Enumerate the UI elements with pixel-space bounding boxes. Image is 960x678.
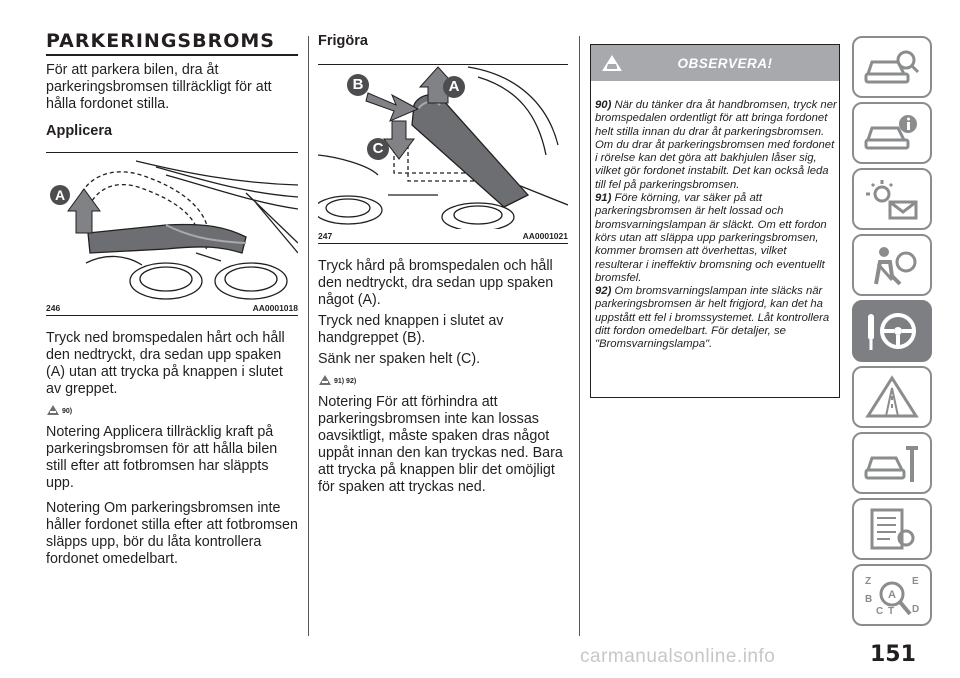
warning-item-text: När du tänker dra åt handbromsen, tryck ner bromspedalen ordentligt för att bringa fordonet helt stilla innan du drar åt parkeringsbromsen. Om du drar åt parkeringsbromsen med fordonet i rörelse kan det göra att bakhjulen låser sig, vilket gör fordonet instabilt. Det kan också leda till fel på parkeringsbromsen.: [595, 99, 837, 191]
car-info-icon: [862, 110, 922, 156]
index-letter: C: [876, 606, 884, 617]
alphabetical-index-icon: [862, 572, 922, 618]
release-step-text: Sänk ner spaken helt (C).: [318, 351, 481, 367]
warning-box: [590, 44, 840, 398]
tab-specifications[interactable]: [852, 498, 932, 560]
warning-item-text: Om bromsvarningslampan inte släcks när parkeringsbromsen är helt frigjord, kan det ha uppstått ett fel i bromssystemet. Låt kontrollera ditt fordon omedelbart. För detaljer, se "Bromsvarningslampa".: [595, 285, 830, 351]
parking-brake-illustration: [46, 153, 298, 301]
car-search-icon: [862, 44, 922, 90]
warning-ref-number: 90): [62, 408, 73, 415]
release-step-text: Tryck ned knappen i slutet av handgreppet (B).: [318, 313, 504, 346]
warning-lights-icon: [862, 176, 922, 222]
figure-caption: [46, 301, 298, 313]
warning-item: [595, 192, 837, 285]
callout-a: A: [54, 187, 66, 203]
warning-box-title: OBSERVERA!: [677, 55, 773, 71]
index-letter: A: [888, 589, 896, 601]
tab-car-info[interactable]: [852, 102, 932, 164]
section-title: PARKERINGSBROMS: [46, 30, 275, 52]
figure-246-parking-brake-apply: [46, 153, 298, 301]
index-letter: T: [888, 606, 895, 617]
warning-reference: [46, 404, 298, 416]
warning-car-icon: [46, 404, 60, 416]
figure-rule: [46, 315, 298, 316]
warning-ref-number: 91) 92): [334, 378, 357, 385]
car-service-icon: [862, 440, 922, 486]
figure-number: 247: [318, 231, 333, 241]
warning-item: [595, 99, 837, 192]
column-2: [318, 0, 568, 496]
tab-emergency[interactable]: [852, 366, 932, 428]
road-warning-icon: [862, 374, 922, 420]
intro-text: För att parkera bilen, dra åt parkeringsbromsen tillräckligt för att hålla fordonet stilla.: [46, 62, 272, 112]
note-text: Notering Om parkeringsbromsen inte håller fordonet stilla efter att fotbromsen släpps upp, bör du låta kontrollera fordonet omedelbart.: [46, 500, 298, 567]
key-steering-wheel-icon: [862, 308, 922, 354]
column-1: [46, 0, 298, 568]
apply-step-text: Tryck ned bromspedalen hårt och håll den nedtryckt, dra sedan upp spaken (A) utan att trycka på knappen i slutet av greppet.: [46, 330, 285, 397]
title-rule: [46, 54, 298, 56]
column-divider: [579, 36, 580, 636]
column-divider: [308, 36, 309, 636]
warning-car-icon: [318, 374, 332, 386]
warning-box-body: [591, 81, 839, 352]
figure-247-parking-brake-release: [318, 65, 568, 229]
warning-item-number: 91): [595, 192, 612, 205]
warning-reference: [318, 374, 568, 386]
callout-b: B: [352, 76, 364, 93]
note-text: Notering Applicera tillräcklig kraft på parkeringsbromsen för att hålla bilen still efter att fotbromsen har släppts upp.: [46, 424, 278, 491]
note-text: Notering För att förhindra att parkeringsbromsen inte kan lossas oavsiktligt, måste spaken dras något uppåt innan den kan tryckas ned. Bara att trycka på knappen blir det omöjligt för spaken att tryckas ned.: [318, 394, 563, 495]
page-number: 151: [870, 642, 916, 667]
tab-starting-driving[interactable]: [852, 300, 932, 362]
index-letter: Z: [865, 576, 872, 587]
warning-item-number: 92): [595, 285, 612, 298]
warning-box-header: [591, 45, 839, 81]
figure-code: AA0001021: [522, 231, 568, 241]
tab-safety[interactable]: [852, 234, 932, 296]
release-step-text: Tryck hård på bromspedalen och håll den nedtryckt, dra sedan upp spaken något (A).: [318, 258, 554, 308]
callout-c: C: [372, 140, 384, 157]
release-heading: Frigöra: [318, 33, 368, 49]
callout-a: A: [448, 78, 460, 95]
figure-number: 246: [46, 303, 61, 313]
airbag-seatbelt-icon: [862, 242, 922, 288]
apply-heading: Applicera: [46, 123, 113, 139]
specifications-list-icon: [862, 506, 922, 552]
warning-item: [595, 285, 837, 351]
index-letter: B: [865, 594, 873, 605]
tab-warning-lights[interactable]: [852, 168, 932, 230]
tab-car-overview[interactable]: [852, 36, 932, 98]
index-letter: D: [912, 604, 920, 615]
warning-car-icon: [601, 54, 623, 77]
tab-maintenance[interactable]: [852, 432, 932, 494]
warning-item-number: 90): [595, 99, 612, 111]
index-letter: E: [912, 576, 919, 587]
figure-rule: [318, 243, 568, 244]
warning-item-text: Före körning, var säker på att parkeringsbromsen är helt lossad och bromsvarningslampan är släckt. Om ett fordon körs utan att släppa upp parkeringsbromsen, kommer bromsen att överhettas, vilket resulterar i ineffektiv bromsning och eventuellt bromsfel.: [595, 192, 827, 284]
figure-code: AA0001018: [252, 303, 298, 313]
watermark: carmanualsonline.info: [580, 646, 776, 667]
tab-index[interactable]: [852, 564, 932, 626]
figure-caption: [318, 229, 568, 241]
